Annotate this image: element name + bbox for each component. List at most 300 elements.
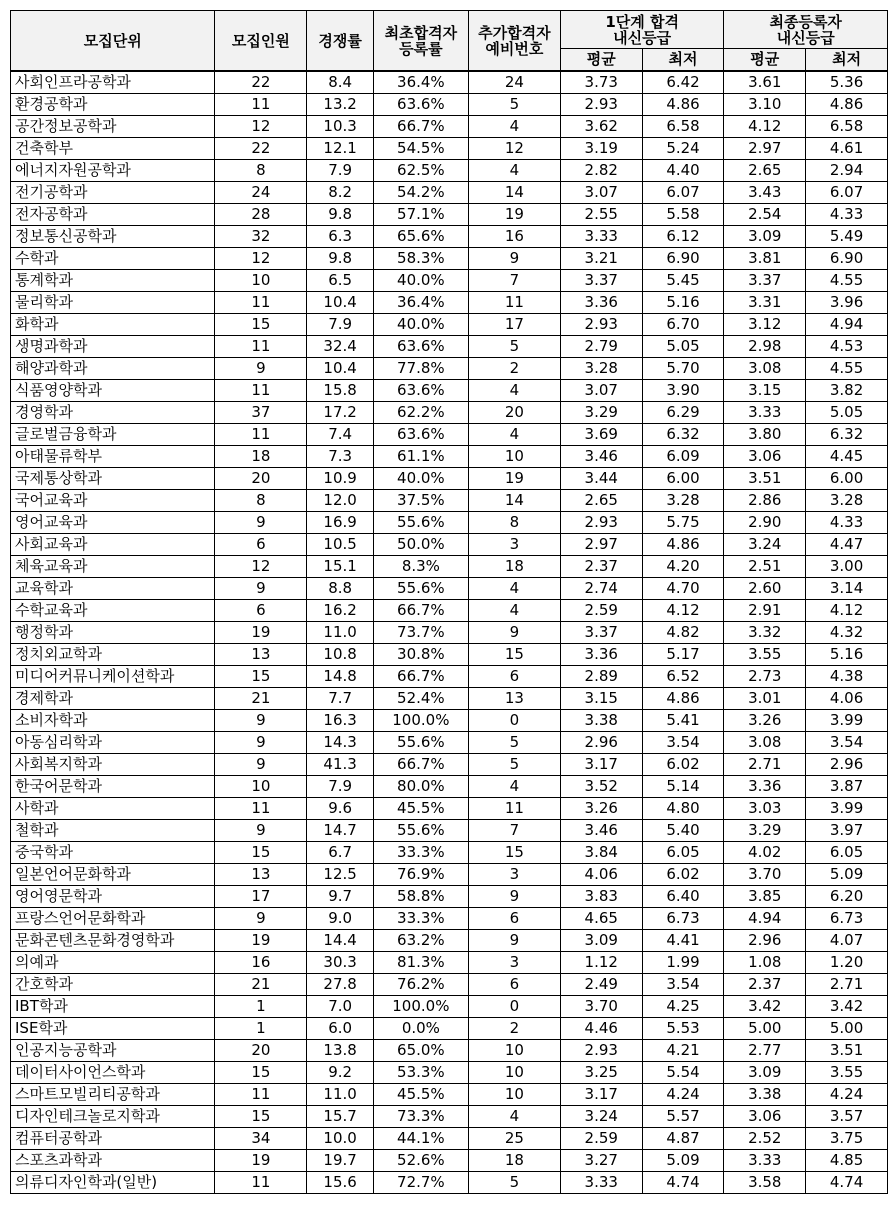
recruit-cell: 17 bbox=[215, 885, 307, 907]
dept-cell: 전자공학과 bbox=[11, 203, 215, 225]
waitlist-cell: 5 bbox=[468, 1171, 560, 1193]
dept-cell: 수학과 bbox=[11, 247, 215, 269]
dept-cell: 중국학과 bbox=[11, 841, 215, 863]
stage1-min-cell: 1.99 bbox=[642, 951, 724, 973]
waitlist-cell: 14 bbox=[468, 181, 560, 203]
recruit-cell: 9 bbox=[215, 753, 307, 775]
dept-cell: 환경공학과 bbox=[11, 93, 215, 115]
initial-registration-cell: 30.8% bbox=[373, 643, 468, 665]
stage1-min-cell: 5.70 bbox=[642, 357, 724, 379]
competition-cell: 16.3 bbox=[307, 709, 373, 731]
dept-cell: 일본언어문화학과 bbox=[11, 863, 215, 885]
initial-registration-cell: 57.1% bbox=[373, 203, 468, 225]
stage1-avg-cell: 3.27 bbox=[560, 1149, 642, 1171]
initial-registration-cell: 76.2% bbox=[373, 973, 468, 995]
initial-registration-cell: 63.2% bbox=[373, 929, 468, 951]
final-min-cell: 3.97 bbox=[806, 819, 888, 841]
initial-registration-cell: 63.6% bbox=[373, 423, 468, 445]
final-avg-cell: 3.81 bbox=[724, 247, 806, 269]
stage1-min-cell: 4.40 bbox=[642, 159, 724, 181]
competition-cell: 15.7 bbox=[307, 1105, 373, 1127]
header-initial-registration bbox=[373, 11, 468, 72]
stage1-avg-cell: 3.29 bbox=[560, 401, 642, 423]
initial-registration-cell: 37.5% bbox=[373, 489, 468, 511]
final-min-cell: 4.12 bbox=[806, 599, 888, 621]
recruit-cell: 12 bbox=[215, 247, 307, 269]
dept-cell: 아동심리학과 bbox=[11, 731, 215, 753]
table-row bbox=[11, 269, 888, 291]
dept-cell: IBT학과 bbox=[11, 995, 215, 1017]
initial-registration-cell: 44.1% bbox=[373, 1127, 468, 1149]
initial-registration-cell: 55.6% bbox=[373, 577, 468, 599]
competition-cell: 8.8 bbox=[307, 577, 373, 599]
table-row bbox=[11, 225, 888, 247]
initial-registration-cell: 50.0% bbox=[373, 533, 468, 555]
stage1-min-cell: 5.57 bbox=[642, 1105, 724, 1127]
dept-cell: 소비자학과 bbox=[11, 709, 215, 731]
recruit-cell: 15 bbox=[215, 841, 307, 863]
initial-registration-cell: 73.7% bbox=[373, 621, 468, 643]
waitlist-cell: 15 bbox=[468, 643, 560, 665]
waitlist-cell: 9 bbox=[468, 929, 560, 951]
recruit-cell: 15 bbox=[215, 665, 307, 687]
stage1-avg-cell: 3.73 bbox=[560, 71, 642, 93]
initial-registration-cell: 36.4% bbox=[373, 71, 468, 93]
final-min-cell: 3.42 bbox=[806, 995, 888, 1017]
final-avg-cell: 3.33 bbox=[724, 401, 806, 423]
stage1-min-cell: 6.42 bbox=[642, 71, 724, 93]
dept-cell: 교육학과 bbox=[11, 577, 215, 599]
final-avg-cell: 3.10 bbox=[724, 93, 806, 115]
competition-cell: 27.8 bbox=[307, 973, 373, 995]
waitlist-cell: 7 bbox=[468, 269, 560, 291]
competition-cell: 7.3 bbox=[307, 445, 373, 467]
stage1-avg-cell: 3.36 bbox=[560, 291, 642, 313]
waitlist-cell: 17 bbox=[468, 313, 560, 335]
stage1-min-cell: 6.32 bbox=[642, 423, 724, 445]
recruit-cell: 21 bbox=[215, 973, 307, 995]
waitlist-cell: 15 bbox=[468, 841, 560, 863]
initial-registration-cell: 53.3% bbox=[373, 1061, 468, 1083]
stage1-min-cell: 6.09 bbox=[642, 445, 724, 467]
table-row bbox=[11, 929, 888, 951]
dept-cell: 경영학과 bbox=[11, 401, 215, 423]
waitlist-cell: 20 bbox=[468, 401, 560, 423]
initial-registration-cell: 54.2% bbox=[373, 181, 468, 203]
competition-cell: 12.5 bbox=[307, 863, 373, 885]
competition-cell: 14.3 bbox=[307, 731, 373, 753]
stage1-avg-cell: 3.33 bbox=[560, 225, 642, 247]
recruit-cell: 20 bbox=[215, 467, 307, 489]
recruit-cell: 19 bbox=[215, 1149, 307, 1171]
header-recruit: 모집인원 bbox=[215, 11, 307, 72]
final-min-cell: 6.58 bbox=[806, 115, 888, 137]
stage1-min-cell: 6.05 bbox=[642, 841, 724, 863]
stage1-avg-cell: 2.93 bbox=[560, 313, 642, 335]
dept-cell: 의예과 bbox=[11, 951, 215, 973]
stage1-avg-cell: 3.84 bbox=[560, 841, 642, 863]
dept-cell: 한국어문학과 bbox=[11, 775, 215, 797]
table-row bbox=[11, 643, 888, 665]
waitlist-cell: 4 bbox=[468, 775, 560, 797]
initial-registration-cell: 55.6% bbox=[373, 731, 468, 753]
recruit-cell: 32 bbox=[215, 225, 307, 247]
recruit-cell: 34 bbox=[215, 1127, 307, 1149]
waitlist-cell: 4 bbox=[468, 1105, 560, 1127]
recruit-cell: 37 bbox=[215, 401, 307, 423]
competition-cell: 6.5 bbox=[307, 269, 373, 291]
final-avg-cell: 3.43 bbox=[724, 181, 806, 203]
final-min-cell: 4.38 bbox=[806, 665, 888, 687]
header-final-grade bbox=[724, 11, 888, 49]
header-competition: 경쟁률 bbox=[307, 11, 373, 72]
table-row bbox=[11, 775, 888, 797]
recruit-cell: 11 bbox=[215, 379, 307, 401]
competition-cell: 13.8 bbox=[307, 1039, 373, 1061]
recruit-cell: 11 bbox=[215, 797, 307, 819]
table-row bbox=[11, 951, 888, 973]
competition-cell: 9.8 bbox=[307, 203, 373, 225]
initial-registration-cell: 81.3% bbox=[373, 951, 468, 973]
final-avg-cell: 3.51 bbox=[724, 467, 806, 489]
dept-cell: 사회교육과 bbox=[11, 533, 215, 555]
stage1-avg-cell: 2.93 bbox=[560, 511, 642, 533]
recruit-cell: 15 bbox=[215, 1105, 307, 1127]
initial-registration-cell: 62.5% bbox=[373, 159, 468, 181]
final-avg-cell: 2.65 bbox=[724, 159, 806, 181]
waitlist-cell: 10 bbox=[468, 1061, 560, 1083]
stage1-avg-cell: 2.82 bbox=[560, 159, 642, 181]
competition-cell: 41.3 bbox=[307, 753, 373, 775]
initial-registration-cell: 65.6% bbox=[373, 225, 468, 247]
recruit-cell: 8 bbox=[215, 489, 307, 511]
competition-cell: 11.0 bbox=[307, 1083, 373, 1105]
final-min-cell: 6.20 bbox=[806, 885, 888, 907]
stage1-min-cell: 6.58 bbox=[642, 115, 724, 137]
waitlist-cell: 5 bbox=[468, 335, 560, 357]
recruit-cell: 18 bbox=[215, 445, 307, 467]
stage1-min-cell: 4.70 bbox=[642, 577, 724, 599]
waitlist-cell: 14 bbox=[468, 489, 560, 511]
dept-cell: 에너지자원공학과 bbox=[11, 159, 215, 181]
recruit-cell: 9 bbox=[215, 907, 307, 929]
waitlist-cell: 24 bbox=[468, 71, 560, 93]
stage1-avg-cell: 4.06 bbox=[560, 863, 642, 885]
dept-cell: ISE학과 bbox=[11, 1017, 215, 1039]
table-row bbox=[11, 1171, 888, 1193]
dept-cell: 물리학과 bbox=[11, 291, 215, 313]
initial-registration-cell: 73.3% bbox=[373, 1105, 468, 1127]
final-avg-cell: 3.70 bbox=[724, 863, 806, 885]
final-avg-cell: 4.12 bbox=[724, 115, 806, 137]
recruit-cell: 16 bbox=[215, 951, 307, 973]
final-avg-cell: 2.98 bbox=[724, 335, 806, 357]
final-min-cell: 3.75 bbox=[806, 1127, 888, 1149]
initial-registration-cell: 63.6% bbox=[373, 93, 468, 115]
final-avg-cell: 3.31 bbox=[724, 291, 806, 313]
stage1-min-cell: 5.45 bbox=[642, 269, 724, 291]
table-row bbox=[11, 621, 888, 643]
competition-cell: 14.4 bbox=[307, 929, 373, 951]
final-min-cell: 6.05 bbox=[806, 841, 888, 863]
final-min-cell: 6.90 bbox=[806, 247, 888, 269]
initial-registration-cell: 55.6% bbox=[373, 819, 468, 841]
final-avg-cell: 3.24 bbox=[724, 533, 806, 555]
final-min-cell: 3.54 bbox=[806, 731, 888, 753]
dept-cell: 수학교육과 bbox=[11, 599, 215, 621]
recruit-cell: 19 bbox=[215, 621, 307, 643]
final-avg-cell: 3.03 bbox=[724, 797, 806, 819]
final-avg-cell: 3.15 bbox=[724, 379, 806, 401]
table-row bbox=[11, 863, 888, 885]
waitlist-cell: 11 bbox=[468, 291, 560, 313]
header-waitlist bbox=[468, 11, 560, 72]
stage1-avg-cell: 3.69 bbox=[560, 423, 642, 445]
recruit-cell: 20 bbox=[215, 1039, 307, 1061]
recruit-cell: 11 bbox=[215, 335, 307, 357]
final-avg-cell: 3.36 bbox=[724, 775, 806, 797]
waitlist-cell: 3 bbox=[468, 951, 560, 973]
final-min-cell: 5.36 bbox=[806, 71, 888, 93]
final-min-cell: 1.20 bbox=[806, 951, 888, 973]
final-avg-cell: 3.06 bbox=[724, 1105, 806, 1127]
competition-cell: 9.0 bbox=[307, 907, 373, 929]
stage1-avg-cell: 3.33 bbox=[560, 1171, 642, 1193]
header-waitlist-line2: 예비번호 bbox=[485, 39, 544, 58]
initial-registration-cell: 77.8% bbox=[373, 357, 468, 379]
table-row bbox=[11, 489, 888, 511]
dept-cell: 스마트모빌리티공학과 bbox=[11, 1083, 215, 1105]
waitlist-cell: 4 bbox=[468, 115, 560, 137]
table-row bbox=[11, 1061, 888, 1083]
stage1-avg-cell: 2.65 bbox=[560, 489, 642, 511]
recruit-cell: 11 bbox=[215, 423, 307, 445]
final-avg-cell: 2.96 bbox=[724, 929, 806, 951]
dept-cell: 경제학과 bbox=[11, 687, 215, 709]
recruit-cell: 22 bbox=[215, 71, 307, 93]
final-min-cell: 4.47 bbox=[806, 533, 888, 555]
table-row bbox=[11, 335, 888, 357]
dept-cell: 전기공학과 bbox=[11, 181, 215, 203]
competition-cell: 10.4 bbox=[307, 291, 373, 313]
table-row bbox=[11, 445, 888, 467]
dept-cell: 프랑스언어문화학과 bbox=[11, 907, 215, 929]
stage1-min-cell: 4.86 bbox=[642, 533, 724, 555]
dept-cell: 컴퓨터공학과 bbox=[11, 1127, 215, 1149]
dept-cell: 간호학과 bbox=[11, 973, 215, 995]
stage1-min-cell: 3.54 bbox=[642, 731, 724, 753]
recruit-cell: 13 bbox=[215, 863, 307, 885]
dept-cell: 영어영문학과 bbox=[11, 885, 215, 907]
initial-registration-cell: 100.0% bbox=[373, 995, 468, 1017]
initial-registration-cell: 58.8% bbox=[373, 885, 468, 907]
dept-cell: 건축학부 bbox=[11, 137, 215, 159]
stage1-avg-cell: 2.49 bbox=[560, 973, 642, 995]
final-avg-cell: 3.06 bbox=[724, 445, 806, 467]
waitlist-cell: 10 bbox=[468, 445, 560, 467]
waitlist-cell: 4 bbox=[468, 599, 560, 621]
waitlist-cell: 10 bbox=[468, 1083, 560, 1105]
table-row bbox=[11, 819, 888, 841]
final-min-cell: 3.82 bbox=[806, 379, 888, 401]
header-initial-registration-line1: 최초합격자 bbox=[384, 23, 458, 42]
header-final-avg: 평균 bbox=[724, 49, 806, 72]
recruit-cell: 8 bbox=[215, 159, 307, 181]
stage1-min-cell: 4.80 bbox=[642, 797, 724, 819]
waitlist-cell: 4 bbox=[468, 159, 560, 181]
stage1-avg-cell: 3.25 bbox=[560, 1061, 642, 1083]
table-row bbox=[11, 357, 888, 379]
waitlist-cell: 10 bbox=[468, 1039, 560, 1061]
waitlist-cell: 3 bbox=[468, 533, 560, 555]
initial-registration-cell: 33.3% bbox=[373, 907, 468, 929]
stage1-min-cell: 6.02 bbox=[642, 753, 724, 775]
final-avg-cell: 2.54 bbox=[724, 203, 806, 225]
competition-cell: 15.1 bbox=[307, 555, 373, 577]
final-avg-cell: 3.37 bbox=[724, 269, 806, 291]
competition-cell: 10.0 bbox=[307, 1127, 373, 1149]
waitlist-cell: 4 bbox=[468, 379, 560, 401]
competition-cell: 14.7 bbox=[307, 819, 373, 841]
final-avg-cell: 2.71 bbox=[724, 753, 806, 775]
initial-registration-cell: 66.7% bbox=[373, 753, 468, 775]
final-avg-cell: 2.91 bbox=[724, 599, 806, 621]
final-avg-cell: 2.97 bbox=[724, 137, 806, 159]
waitlist-cell: 7 bbox=[468, 819, 560, 841]
recruit-cell: 1 bbox=[215, 1017, 307, 1039]
competition-cell: 12.1 bbox=[307, 137, 373, 159]
dept-cell: 식품영양학과 bbox=[11, 379, 215, 401]
stage1-min-cell: 5.54 bbox=[642, 1061, 724, 1083]
stage1-avg-cell: 2.96 bbox=[560, 731, 642, 753]
final-min-cell: 4.24 bbox=[806, 1083, 888, 1105]
final-min-cell: 6.00 bbox=[806, 467, 888, 489]
initial-registration-cell: 40.0% bbox=[373, 467, 468, 489]
dept-cell: 생명과학과 bbox=[11, 335, 215, 357]
dept-cell: 의류디자인학과(일반) bbox=[11, 1171, 215, 1193]
competition-cell: 7.0 bbox=[307, 995, 373, 1017]
dept-cell: 영어교육과 bbox=[11, 511, 215, 533]
initial-registration-cell: 76.9% bbox=[373, 863, 468, 885]
stage1-min-cell: 6.12 bbox=[642, 225, 724, 247]
table-row bbox=[11, 159, 888, 181]
competition-cell: 9.7 bbox=[307, 885, 373, 907]
table-row bbox=[11, 247, 888, 269]
final-min-cell: 2.96 bbox=[806, 753, 888, 775]
initial-registration-cell: 40.0% bbox=[373, 269, 468, 291]
final-avg-cell: 3.61 bbox=[724, 71, 806, 93]
competition-cell: 10.4 bbox=[307, 357, 373, 379]
header-initial-registration-line2: 등록률 bbox=[399, 39, 443, 58]
waitlist-cell: 2 bbox=[468, 357, 560, 379]
waitlist-cell: 18 bbox=[468, 555, 560, 577]
final-avg-cell: 1.08 bbox=[724, 951, 806, 973]
initial-registration-cell: 33.3% bbox=[373, 841, 468, 863]
recruit-cell: 10 bbox=[215, 775, 307, 797]
competition-cell: 13.2 bbox=[307, 93, 373, 115]
stage1-avg-cell: 3.44 bbox=[560, 467, 642, 489]
final-min-cell: 5.09 bbox=[806, 863, 888, 885]
final-min-cell: 6.32 bbox=[806, 423, 888, 445]
final-min-cell: 3.00 bbox=[806, 555, 888, 577]
stage1-min-cell: 5.41 bbox=[642, 709, 724, 731]
stage1-avg-cell: 2.93 bbox=[560, 93, 642, 115]
waitlist-cell: 5 bbox=[468, 93, 560, 115]
stage1-min-cell: 3.54 bbox=[642, 973, 724, 995]
waitlist-cell: 18 bbox=[468, 1149, 560, 1171]
stage1-min-cell: 5.17 bbox=[642, 643, 724, 665]
initial-registration-cell: 80.0% bbox=[373, 775, 468, 797]
dept-cell: 행정학과 bbox=[11, 621, 215, 643]
final-min-cell: 4.74 bbox=[806, 1171, 888, 1193]
table-row bbox=[11, 753, 888, 775]
header-dept: 모집단위 bbox=[11, 11, 215, 72]
stage1-min-cell: 4.25 bbox=[642, 995, 724, 1017]
competition-cell: 11.0 bbox=[307, 621, 373, 643]
table-row bbox=[11, 665, 888, 687]
recruit-cell: 9 bbox=[215, 511, 307, 533]
stage1-min-cell: 6.90 bbox=[642, 247, 724, 269]
stage1-min-cell: 6.73 bbox=[642, 907, 724, 929]
stage1-min-cell: 5.05 bbox=[642, 335, 724, 357]
stage1-avg-cell: 3.37 bbox=[560, 621, 642, 643]
initial-registration-cell: 65.0% bbox=[373, 1039, 468, 1061]
stage1-avg-cell: 3.17 bbox=[560, 753, 642, 775]
dept-cell: 화학과 bbox=[11, 313, 215, 335]
competition-cell: 9.6 bbox=[307, 797, 373, 819]
final-avg-cell: 4.94 bbox=[724, 907, 806, 929]
table-row bbox=[11, 137, 888, 159]
waitlist-cell: 16 bbox=[468, 225, 560, 247]
competition-cell: 7.9 bbox=[307, 159, 373, 181]
stage1-min-cell: 5.58 bbox=[642, 203, 724, 225]
final-avg-cell: 3.85 bbox=[724, 885, 806, 907]
initial-registration-cell: 63.6% bbox=[373, 379, 468, 401]
initial-registration-cell: 0.0% bbox=[373, 1017, 468, 1039]
stage1-min-cell: 6.02 bbox=[642, 863, 724, 885]
recruit-cell: 15 bbox=[215, 313, 307, 335]
stage1-avg-cell: 3.07 bbox=[560, 379, 642, 401]
competition-cell: 9.8 bbox=[307, 247, 373, 269]
final-min-cell: 3.99 bbox=[806, 709, 888, 731]
stage1-avg-cell: 2.59 bbox=[560, 599, 642, 621]
initial-registration-cell: 72.7% bbox=[373, 1171, 468, 1193]
final-avg-cell: 3.80 bbox=[724, 423, 806, 445]
stage1-avg-cell: 3.38 bbox=[560, 709, 642, 731]
waitlist-cell: 4 bbox=[468, 577, 560, 599]
final-avg-cell: 3.32 bbox=[724, 621, 806, 643]
waitlist-cell: 6 bbox=[468, 907, 560, 929]
table-row bbox=[11, 577, 888, 599]
table-row bbox=[11, 423, 888, 445]
competition-cell: 10.9 bbox=[307, 467, 373, 489]
dept-cell: 체육교육과 bbox=[11, 555, 215, 577]
table-row bbox=[11, 731, 888, 753]
competition-cell: 16.9 bbox=[307, 511, 373, 533]
waitlist-cell: 0 bbox=[468, 709, 560, 731]
final-avg-cell: 2.52 bbox=[724, 1127, 806, 1149]
final-min-cell: 6.73 bbox=[806, 907, 888, 929]
stage1-avg-cell: 3.37 bbox=[560, 269, 642, 291]
competition-cell: 7.9 bbox=[307, 313, 373, 335]
table-header bbox=[11, 11, 888, 72]
final-min-cell: 3.57 bbox=[806, 1105, 888, 1127]
table-row bbox=[11, 291, 888, 313]
recruit-cell: 6 bbox=[215, 533, 307, 555]
final-min-cell: 4.06 bbox=[806, 687, 888, 709]
final-avg-cell: 3.33 bbox=[724, 1149, 806, 1171]
initial-registration-cell: 36.4% bbox=[373, 291, 468, 313]
